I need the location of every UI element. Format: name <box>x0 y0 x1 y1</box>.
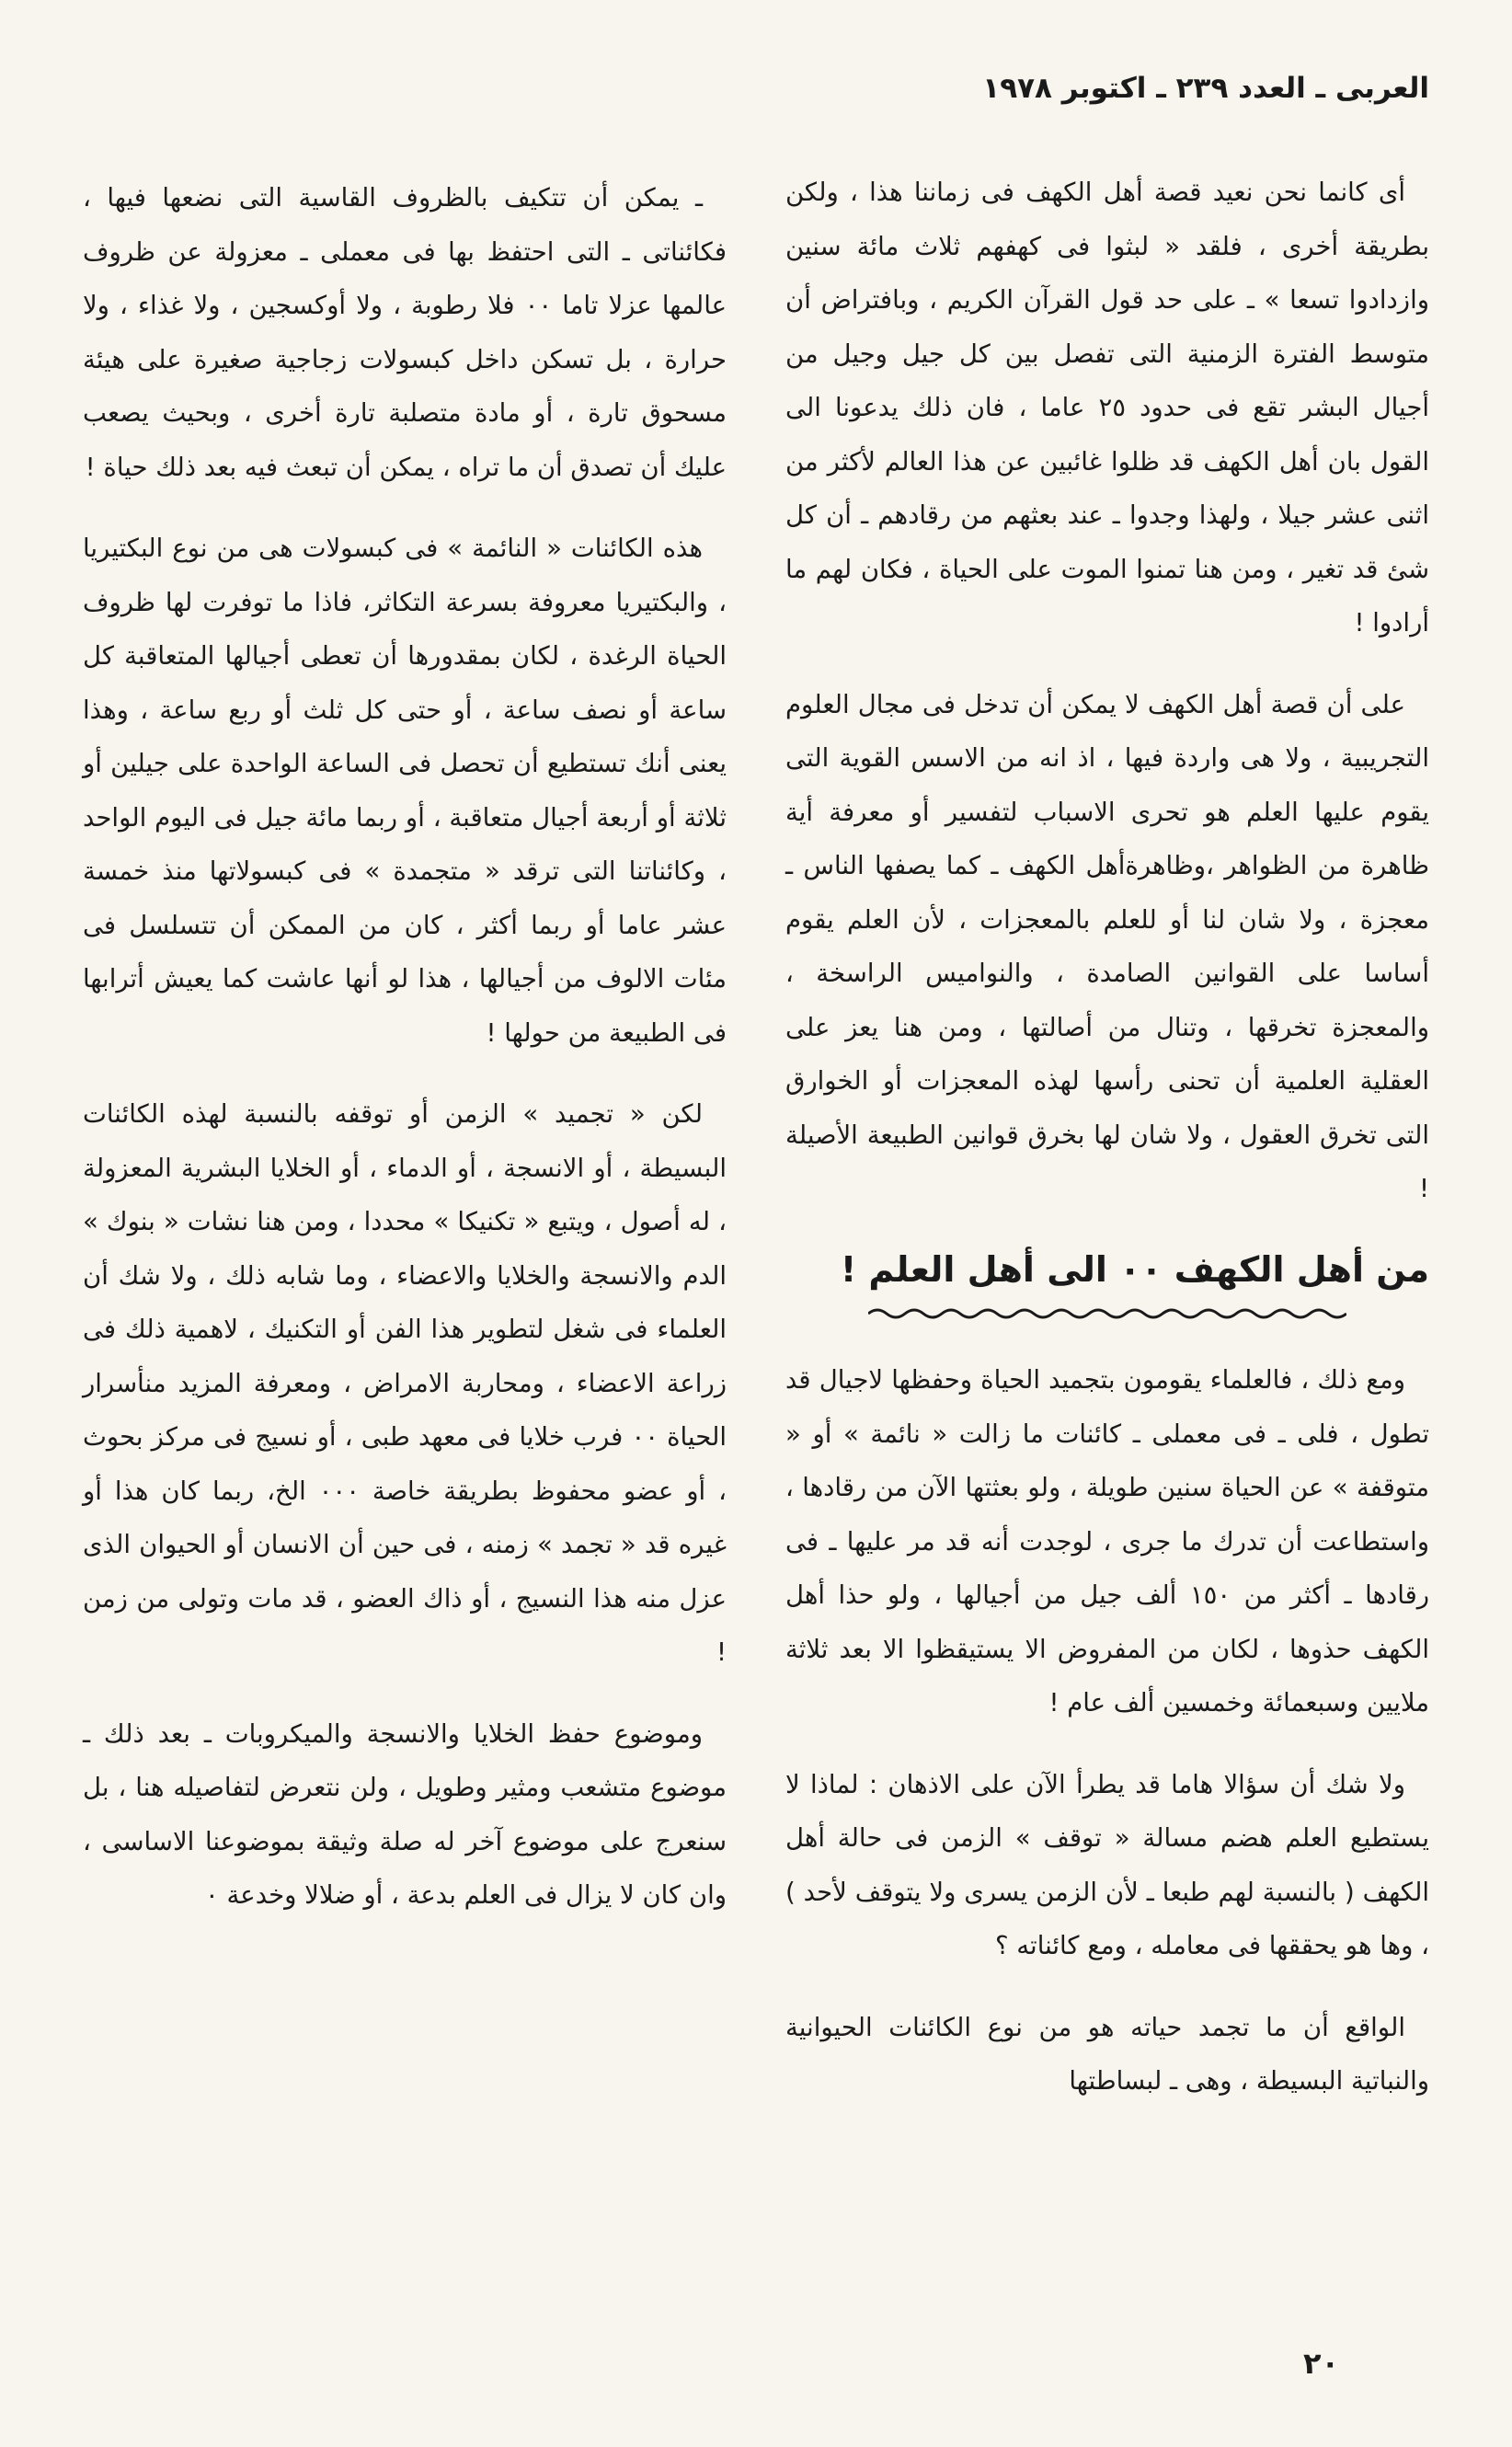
paragraph: الواقع أن ما تجمد حياته هو من نوع الكائنات الحيوانية والنباتية البسيطة ، وهى ـ لبساطتها <box>785 2012 1429 2096</box>
page-number: ٢٠ <box>1302 2346 1339 2381</box>
paragraph: أى كانما نحن نعيد قصة أهل الكهف فى زماننا هذا ، ولكن بطريقة أخرى ، فلقد « لبثوا فى كهفهم ثلاث مائة سنين وازدادوا تسعا » ـ على حد قول القرآن الكريم ، وبافتراض أن متوسط الفترة الزمنية التى تفصل بين كل جيل وجيل من أجيال البشر تقع فى حدود ٢٥ عاما ، فان ذلك يدعونا الى القول بان أهل الكهف قد ظلوا غائبين عن هذا العالم لأكثر من اثنى عشر جيلا ، ولهذا وجدوا ـ عند بعثهم من رقادهم ـ أن كل شئ قد تغير ، ومن هنا تمنوا الموت على الحياة ، فكان لهم ما أرادوا ! <box>785 178 1429 638</box>
wavy-underline-ornament <box>868 1305 1346 1322</box>
paragraph: وموضوع حفظ الخلايا والانسجة والميكروبات ـ بعد ذلك ـ موضوع متشعب ومثير وطويل ، ولن نتعرض لتفاصيله هنا ، بل سنعرج على موضوع آخر له صلة وثيقة بموضوعنا الاساسى ، وان كان لا يزال فى العلم بدعة ، أو ضلالا وخدعة ٠ <box>83 1718 727 1910</box>
paragraph: هذه الكائنات « النائمة » فى كبسولات هى من نوع البكتيريا ، والبكتيريا معروفة بسرعة التكاثر، فاذا ما توفرت لها ظروف الحياة الرغدة ، لكان بمقدورها أن تعطى أجيالها المتعاقبة كل ساعة أو نصف ساعة ، أو حتى كل ثلث أو ربع ساعة ، وهذا يعنى أنك تستطيع أن تحصل فى الساعة الواحدة على جيلين أو ثلاثة أو أربعة أجيال متعاقبة ، أو ربما مائة جيل فى اليوم الواحد ، وكائناتنا التى ترقد « متجمدة » فى كبسولاتها منذ خمسة عشر عاما أو ربما أكثر ، كان من الممكن أن تتسلسل فى مئات الالوف من أجيالها ، هذا لو أنها عاشت كما يعيش أترابها فى الطبيعة من حولها ! <box>83 534 727 1048</box>
paragraph: ولا شك أن سؤالا هاما قد يطرأ الآن على الاذهان : لماذا لا يستطيع العلم هضم مسالة « توقف » الزمن فى حالة أهل الكهف ( بالنسبة لهم طبعا ـ لأن الزمن يسرى ولا يتوقف لأحد ) ، وها هو يحققها فى معامله ، ومع كائناته ؟ <box>785 1769 1429 1960</box>
running-header: العربى ـ العدد ٢٣٩ ـ اكتوبر ١٩٧٨ <box>982 72 1429 105</box>
paragraph: على أن قصة أهل الكهف لا يمكن أن تدخل فى مجال العلوم التجريبية ، ولا هى واردة فيها ، اذ انه من الاسس القوية التى يقوم عليها العلم هو تحرى الاسباب لتفسير أو معرفة أية ظاهرة من الظواهر ،وظاهرةأهل الكهف ـ كما يصفها الناس ـ معجزة ، ولا شان لنا أو للعلم بالمعجزات ، لأن العلم يقوم أساسا على القوانين الصامدة ، والنواميس الراسخة ، والمعجزة تخرقها ، وتنال من أصالتها ، ومن هنا يعز على العقلية العلمية أن تحنى رأسها لهذه المعجزات أو الخوارق التى تخرق العقول ، ولا شان لها بخرق قوانين الطبيعة الأصيلة ! <box>785 689 1429 1203</box>
paragraph: ومع ذلك ، فالعلماء يقومون بتجميد الحياة وحفظها لاجيال قد تطول ، فلى ـ فى معملى ـ كائنات ما زالت « نائمة » أو « متوقفة » عن الحياة سنين طويلة ، ولو بعثتها الآن من رقادها ، واستطاعت أن تدرك ما جرى ، لوجدت أنه قد مر عليها ـ فى رقادها ـ أكثر من ١٥٠ ألف جيل من أجيالها ، ولو حذا أهل الكهف حذوها ، لكان من المفروض الا يستيقظوا الا بعد ثلاثة ملايين وسبعمائة وخمسين ألف عام ! <box>785 1365 1429 1717</box>
subheading-block <box>785 1244 1429 1323</box>
left-column <box>83 171 727 1950</box>
right-column <box>785 166 1429 2136</box>
paragraph: لكن « تجميد » الزمن أو توقفه بالنسبة لهذه الكائنات البسيطة ، أو الانسجة ، أو الدماء ، أو الخلايا البشرية المعزولة ، له أصول ، ويتبع « تكنيكا » محددا ، ومن هنا نشات « بنوك » الدم والانسجة والخلايا والاعضاء ، وما شابه ذلك ، ولا شك أن العلماء فى شغل لتطوير هذا الفن أو التكنيك ، لاهمية ذلك فى زراعة الاعضاء ، ومحاربة الامراض ، ومعرفة المزيد منأسرار الحياة ٠٠ فرب خلايا فى معهد طبى ، أو نسيج فى مركز بحوث ، أو عضو محفوظ بطريقة خاصة ٠٠٠ الخ، ربما كان هذا أو غيره قد « تجمد » زمنه ، فى حين أن الانسان أو الحيوان الذى عزل منه هذا النسيج ، أو ذاك العضو ، قد مات وتولى من زمن ! <box>83 1099 727 1667</box>
paragraph: ـ يمكن أن تتكيف بالظروف القاسية التى نضعها فيها ، فكائناتى ـ التى احتفظ بها فى معملى ـ معزولة عن ظروف عالمها عزلا تاما ٠٠ فلا رطوبة ، ولا أوكسجين ، ولا غذاء ، ولا حرارة ، بل تسكن داخل كبسولات زجاجية صغيرة على هيئة مسحوق تارة ، أو مادة متصلبة تارة أخرى ، وبحيث يصعب عليك أن تصدق أن ما تراه ، يمكن أن تبعث فيه بعد ذلك حياة ! <box>83 183 727 482</box>
section-subheading: من أهل الكهف ٠٠ الى أهل العلم ! <box>840 1248 1429 1290</box>
